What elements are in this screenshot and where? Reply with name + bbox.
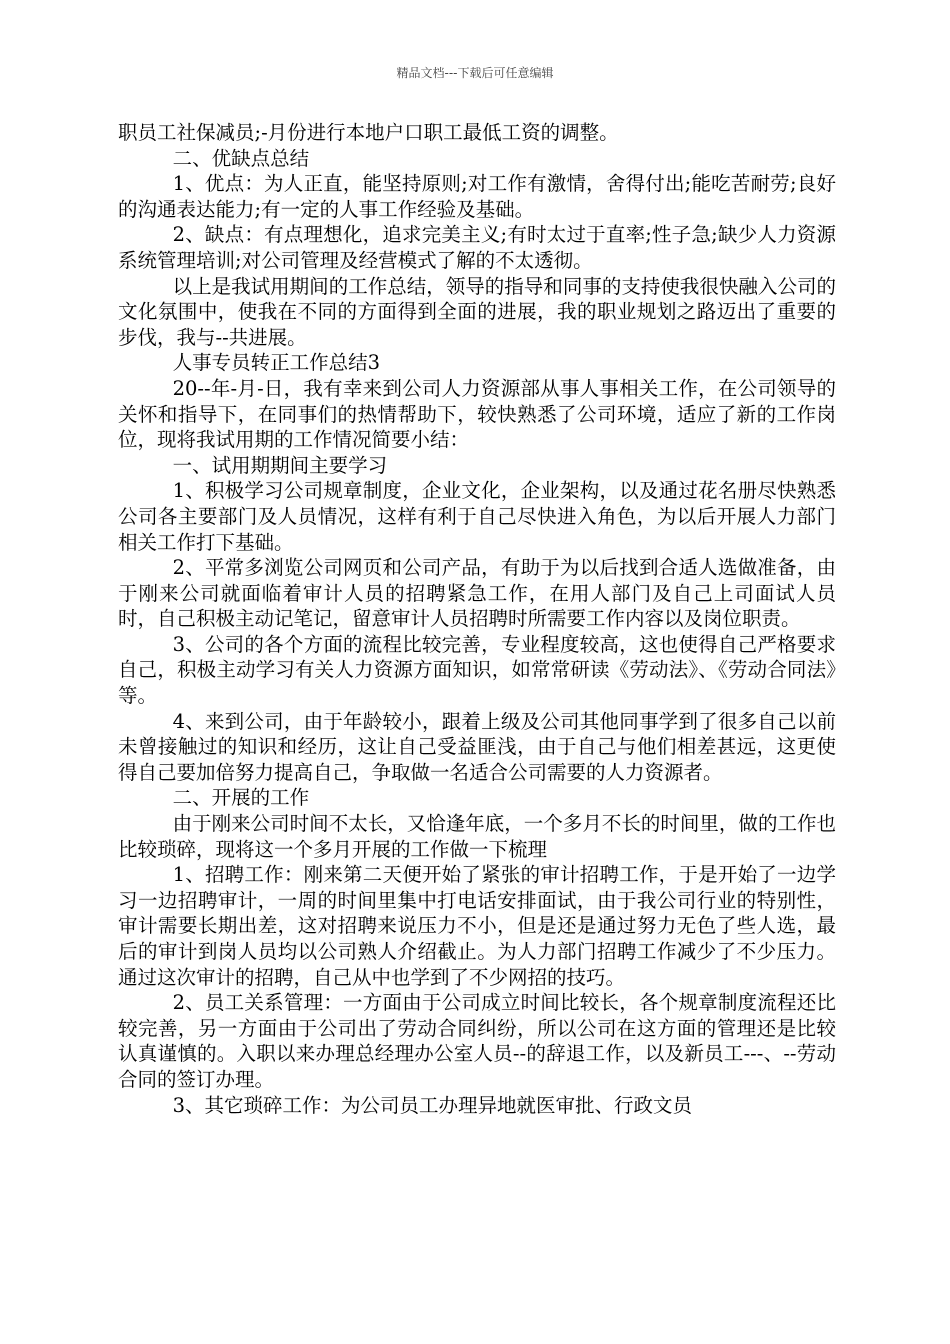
section-heading: 二、优缺点总结 — [172, 146, 310, 170]
paragraph: 1、积极学习公司规章制度，企业文化，企业架构，以及通过花名册尽快熟悉公司各主要部门及人员情况，这样有利于自己尽快进入角色，为以后开展人力部门相关工作打下基础。 — [118, 479, 836, 554]
paragraph: 3、其它琐碎工作：为公司员工办理异地就医审批、行政文员 — [172, 1093, 693, 1117]
paragraph: 3、公司的各个方面的流程比较完善，专业程度较高，这也使得自己严格要求自己，积极主动学习有关人力资源方面知识，如常常研读《劳动法》、《劳动合同法》等。 — [118, 632, 836, 708]
page-header: 精品文档---下载后可任意编辑 — [396, 66, 554, 80]
paragraph: 20--年-月-日，我有幸来到公司人力资源部从事人事相关工作，在公司领导的关怀和指导下，在同事们的热情帮助下，较快熟悉了公司环境，适应了新的工作岗位，现将我试用期的工作情况简要小结： — [118, 376, 836, 452]
paragraph: 4、来到公司，由于年龄较小，跟着上级及公司其他同事学到了很多自己以前未曾接触过的知识和经历，这让自己受益匪浅，由于自己与他们相差甚远，这更使得自己要加倍努力提高自己，争取做一名适合公司需要的人力资源者。 — [118, 709, 836, 784]
paragraph: 1、优点：为人正直，能坚持原则;对工作有激情，舍得付出;能吃苦耐劳;良好的沟通表达能力;有一定的人事工作经验及基础。 — [118, 172, 836, 221]
paragraph: 由于刚来公司时间不太长，又恰逢年底，一个多月不长的时间里，做的工作也比较琐碎，现将这一个多月开展的工作做一下梳理 — [118, 812, 836, 861]
document-body — [118, 120, 836, 1118]
paragraph: 2、员工关系管理：一方面由于公司成立时间比较长，各个规章制度流程还比较完善，另一方面由于公司出了劳动合同纠纷，所以公司在这方面的管理还是比较认真谨慎的。入职以来办理总经理办公室人员--的辞退工作，以及新员工---、--劳动合同的签订办理。 — [118, 991, 836, 1091]
section-heading: 二、开展的工作 — [172, 786, 310, 810]
section-heading: 一、试用期期间主要学习 — [172, 453, 388, 477]
section-heading: 人事专员转正工作总结3 — [172, 351, 381, 375]
paragraph: 2、平常多浏览公司网页和公司产品，有助于为以后找到合适人选做准备，由于刚来公司就面临着审计人员的招聘紧急工作，在用人部门及自己上司面试人员时，自己积极主动记笔记，留意审计人员招聘时所需要工作内容以及岗位职责。 — [118, 556, 836, 631]
paragraph: 1、招聘工作：刚来第二天便开始了紧张的审计招聘工作，于是开始了一边学习一边招聘审计，一周的时间里集中打电话安排面试，由于我公司行业的特别性，审计需要长期出差，这对招聘来说压力不小，但是还是通过努力无色了些人选，最后的审计到岗人员均以公司熟人介绍截止。为人力部门招聘工作减少了不少压力。通过这次审计的招聘，自己从中也学到了不少网招的技巧。 — [118, 863, 836, 989]
paragraph: 以上是我试用期间的工作总结，领导的指导和同事的支持使我很快融入公司的文化氛围中，使我在不同的方面得到全面的进展，我的职业规划之路迈出了重要的步伐，我与--共进展。 — [118, 274, 836, 349]
paragraph: 职员工社保减员;-月份进行本地户口职工最低工资的调整。 — [118, 121, 619, 144]
paragraph: 2、缺点：有点理想化，追求完美主义;有时太过于直率;性子急;缺少人力资源系统管理培训;对公司管理及经营模式了解的不太透彻。 — [118, 223, 836, 272]
